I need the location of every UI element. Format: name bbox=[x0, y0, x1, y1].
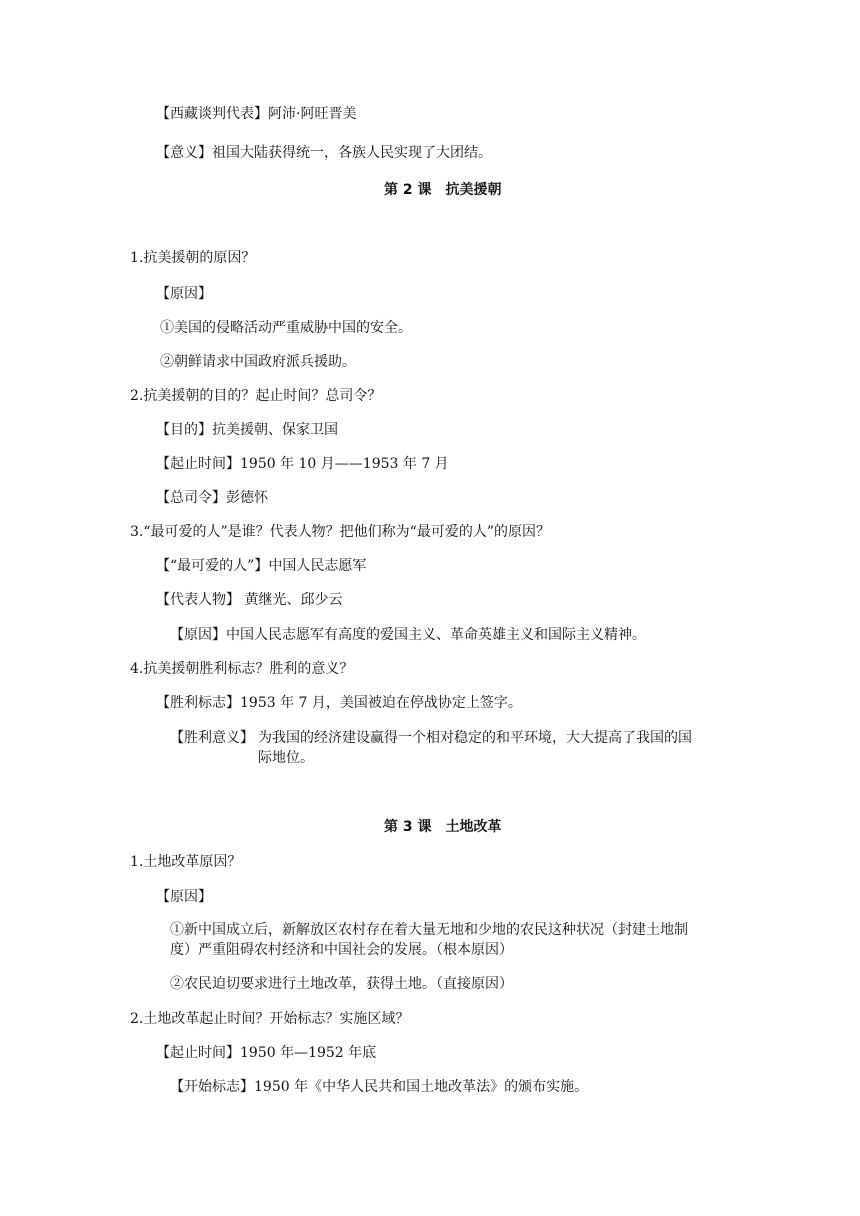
reason-line: 【原因】中国人民志愿军有高度的爱国主义、革命英雄主义和国际主义精神。 bbox=[170, 627, 646, 643]
significance-line: 【意义】祖国大陆获得统一，各族人民实现了大团结。 bbox=[156, 145, 492, 161]
representatives-line: 【代表人物】 黄继光、邱少云 bbox=[156, 592, 343, 608]
reason-tag: 【原因】 bbox=[156, 286, 212, 302]
question-4: 4.抗美援朝胜利标志？胜利的意义？ bbox=[130, 661, 354, 677]
question-2: 2.土地改革起止时间？开始标志？实施区域？ bbox=[130, 1011, 410, 1027]
question-1: 1.抗美援朝的原因？ bbox=[130, 250, 256, 266]
time-range-line: 【起止时间】1950 年—1952 年底 bbox=[156, 1045, 377, 1061]
answer-item: ①美国的侵略活动严重威胁中国的安全。 bbox=[160, 320, 412, 336]
goal-line: 【目的】抗美援朝、保家卫国 bbox=[156, 422, 338, 438]
start-sign-line: 【开始标志】1950 年《中华人民共和国土地改革法》的颁布实施。 bbox=[170, 1079, 589, 1095]
answer-item-continued: 度）严重阻碍农村经济和中国社会的发展。（根本原因） bbox=[170, 942, 513, 958]
who-line: 【“最可爱的人”】中国人民志愿军 bbox=[156, 558, 367, 574]
answer-item: ①新中国成立后，新解放区农村存在着大量无地和少地的农民这种状况（封建土地制 bbox=[170, 922, 688, 938]
lesson-2-title: 第 2 课 抗美援朝 bbox=[384, 182, 502, 198]
victory-meaning-text: 为我国的经济建设赢得一个相对稳定的和平环境，大大提高了我国的国 bbox=[258, 730, 692, 746]
time-range-line: 【起止时间】1950 年 10 月——1953 年 7 月 bbox=[156, 456, 449, 472]
question-2: 2.抗美援朝的目的？起止时间？总司令？ bbox=[130, 388, 382, 404]
answer-item: ②朝鲜请求中国政府派兵援助。 bbox=[160, 354, 356, 370]
reason-tag: 【原因】 bbox=[156, 889, 212, 905]
answer-item: ②农民迫切要求进行土地改革，获得土地。（直接原因） bbox=[170, 976, 513, 992]
lesson-3-title: 第 3 课 土地改革 bbox=[384, 819, 502, 835]
victory-meaning-tag: 【胜利意义】 bbox=[170, 730, 254, 746]
question-3: 3.“最可爱的人”是谁？代表人物？把他们称为“最可爱的人”的原因？ bbox=[130, 524, 550, 540]
victory-meaning-text: 际地位。 bbox=[258, 750, 314, 766]
commander-line: 【总司令】彭德怀 bbox=[156, 490, 268, 506]
question-1: 1.土地改革原因？ bbox=[130, 854, 242, 870]
tibet-representative-line: 【西藏谈判代表】阿沛·阿旺晋美 bbox=[156, 106, 357, 122]
victory-sign-line: 【胜利标志】1953 年 7 月，美国被迫在停战协定上签字。 bbox=[156, 695, 522, 711]
